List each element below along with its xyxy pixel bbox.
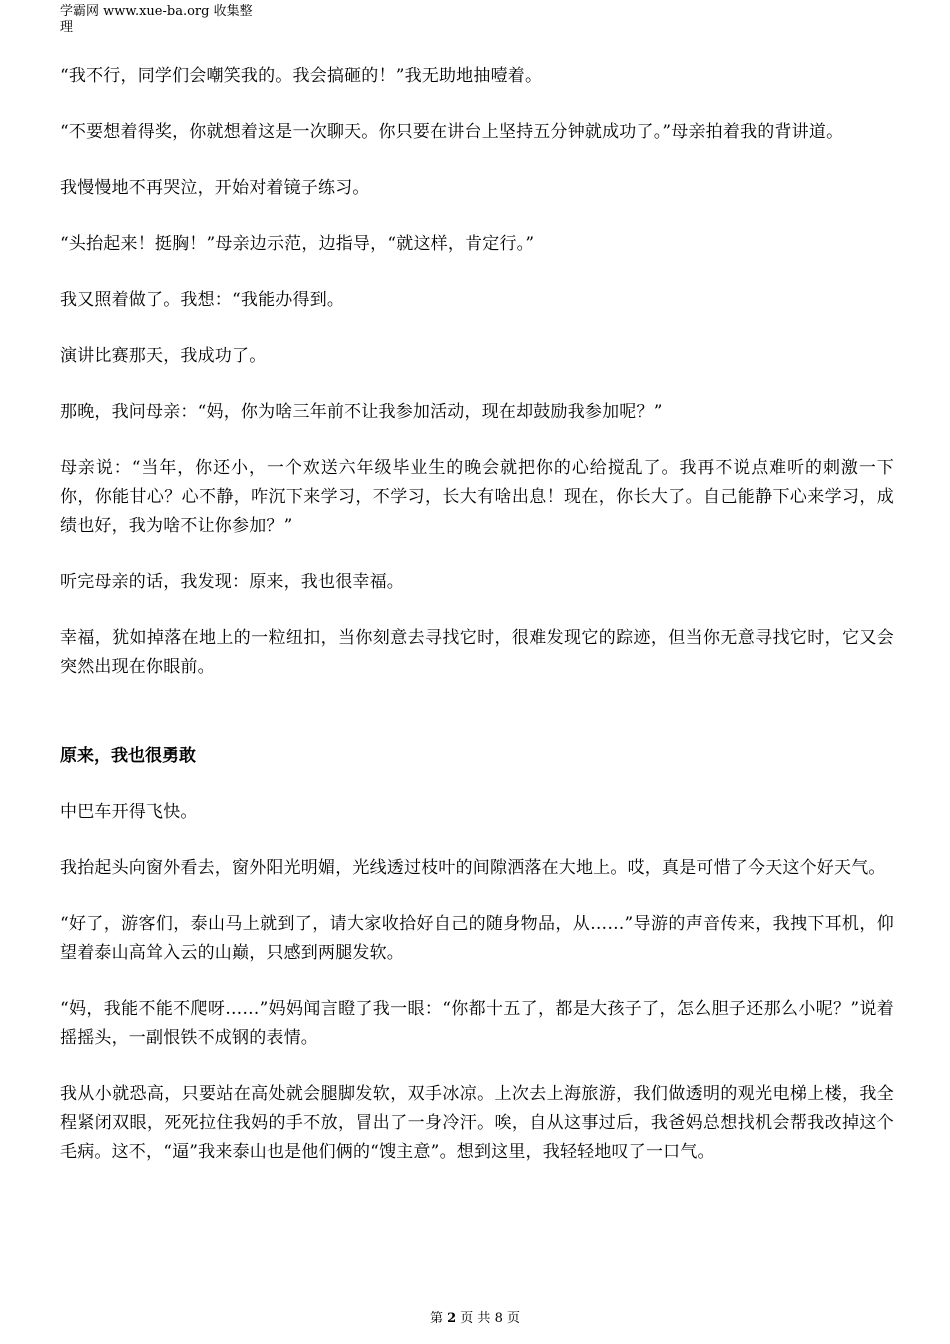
paragraph: “头抬起来！挺胸！”母亲边示范，边指导，“就这样，肯定行。” <box>60 234 535 254</box>
paragraph: “好了，游客们，泰山马上就到了，请大家收拾好自己的随身物品，从……”导游的声音传来，我拽下耳机，仰望着泰山高耸入云的山巅，只感到两腿发软。 <box>60 914 894 963</box>
footer-suffix: 页 <box>502 1311 520 1326</box>
paragraph: 我从小就恐高，只要站在高处就会腿脚发软，双手冰凉。上次去上海旅游，我们做透明的观光电梯上楼，我全程紧闭双眼，死死拉住我妈的手不放，冒出了一身冷汗。唉，自从这事过后，我爸妈总想找机会帮我改掉这个毛病。这不，“逼”我来泰山也是他们俩的“馊主意”。想到这里，我轻轻地叹了一口气。 <box>60 1084 894 1162</box>
footer-middle: 页 共 <box>456 1311 495 1326</box>
paragraph: 我又照着做了。我想：“我能办得到。 <box>60 290 345 310</box>
footer-prefix: 第 <box>429 1311 448 1326</box>
section-heading: 原来，我也很勇敢 <box>60 746 196 766</box>
page-header <box>60 4 300 36</box>
page-footer <box>0 1310 950 1328</box>
paragraph: 我慢慢地不再哭泣，开始对着镜子练习。 <box>60 178 370 198</box>
source-watermark-line1: 学霸网 www.xue-ba.org 收集整 <box>60 4 253 19</box>
paragraph: 母亲说：“当年，你还小，一个欢送六年级毕业生的晚会就把你的心给搅乱了。我再不说点难听的刺激一下你，你能甘心？心不静，咋沉下来学习，不学习，长大有啥出息！现在，你长大了。自己能静下心来学习，成绩也好，我为啥不让你参加？” <box>60 458 894 536</box>
paragraph: 那晚，我问母亲：“妈，你为啥三年前不让我参加活动，现在却鼓励我参加呢？” <box>60 402 663 422</box>
paragraph: 演讲比赛那天，我成功了。 <box>60 346 267 366</box>
paragraph: 听完母亲的话，我发现：原来，我也很幸福。 <box>60 572 404 592</box>
paragraph: 我抬起头向窗外看去，窗外阳光明媚，光线透过枝叶的间隙洒落在大地上。哎，真是可惜了今天这个好天气。 <box>60 858 886 878</box>
paragraph: “不要想着得奖，你就想着这是一次聊天。你只要在讲台上坚持五分钟就成功了。”母亲拍着我的背讲道。 <box>60 122 844 142</box>
paragraph: 幸福，犹如掉落在地上的一粒纽扣，当你刻意去寻找它时，很难发现它的踪迹，但当你无意寻找它时，它又会突然出现在你眼前。 <box>60 628 894 677</box>
document-body <box>60 62 894 1194</box>
page-number: 2 <box>447 1311 457 1326</box>
paragraph: 中巴车开得飞快。 <box>60 802 198 822</box>
source-watermark-line2: 理 <box>60 20 74 35</box>
paragraph: “妈，我能不能不爬呀……”妈妈闻言瞪了我一眼：“你都十五了，都是大孩子了，怎么胆子还那么小呢？”说着摇摇头，一副恨铁不成钢的表情。 <box>60 999 894 1048</box>
page-total: 8 <box>494 1311 503 1326</box>
paragraph: “我不行，同学们会嘲笑我的。我会搞砸的！”我无助地抽噎着。 <box>60 66 543 86</box>
